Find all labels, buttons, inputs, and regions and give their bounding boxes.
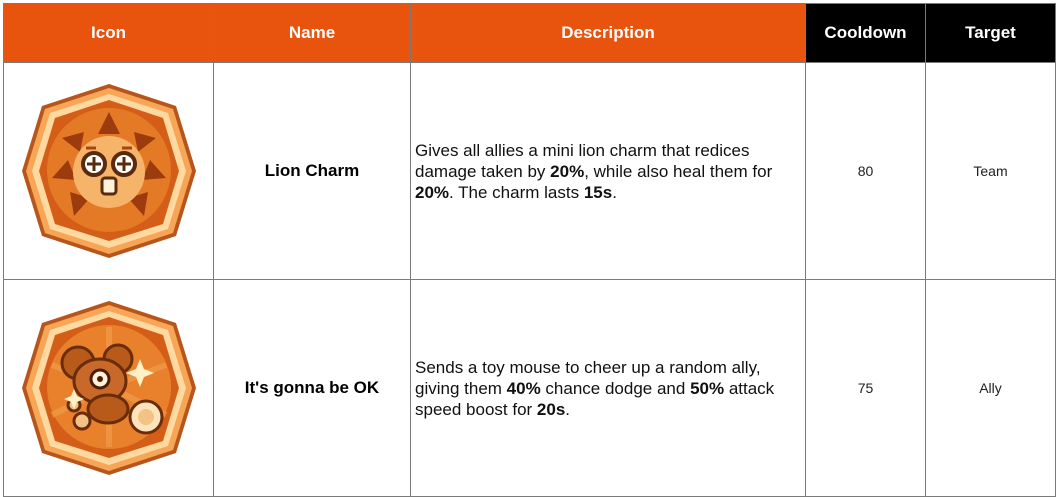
description-text: . The charm lasts [449,182,584,202]
icon-cell [4,280,214,497]
icon-cell [4,63,214,280]
skill-cooldown: 75 [806,280,926,497]
description-highlight: 15s [583,182,613,202]
skill-name: It's gonna be OK [214,280,411,497]
description-text: Sends a toy mouse to cheer up a random ally, giving them [415,357,761,398]
skills-table [3,3,1056,497]
header-name: Name [214,4,411,63]
description-text: . [565,399,571,419]
toy-mouse-badge-icon [16,295,202,481]
description-highlight: 20% [550,161,585,181]
description-highlight: 20% [415,182,450,202]
header-description: Description [411,4,806,63]
description-highlight: 40% [506,378,541,398]
skill-target: Team [926,63,1056,280]
table-row [4,280,1056,497]
skill-name: Lion Charm [214,63,411,280]
description-highlight: 50% [690,378,725,398]
skill-cooldown: 80 [806,63,926,280]
description-text: . [612,182,617,202]
description-text: Gives all allies a mini lion charm that redices damage taken by [415,140,750,181]
description-text: chance dodge and [540,378,691,398]
header-cooldown: Cooldown [806,4,926,63]
header-icon: Icon [4,4,214,63]
skill-target: Ally [926,280,1056,497]
table-row [4,63,1056,280]
lion-charm-badge-icon [16,78,202,264]
header-row [4,4,1056,63]
skill-description [411,280,806,497]
description-text: , while also heal them for [584,161,773,181]
skill-description [411,63,806,280]
description-text: attack speed boost for [415,378,775,419]
header-target: Target [926,4,1056,63]
description-highlight: 20s [536,399,566,419]
